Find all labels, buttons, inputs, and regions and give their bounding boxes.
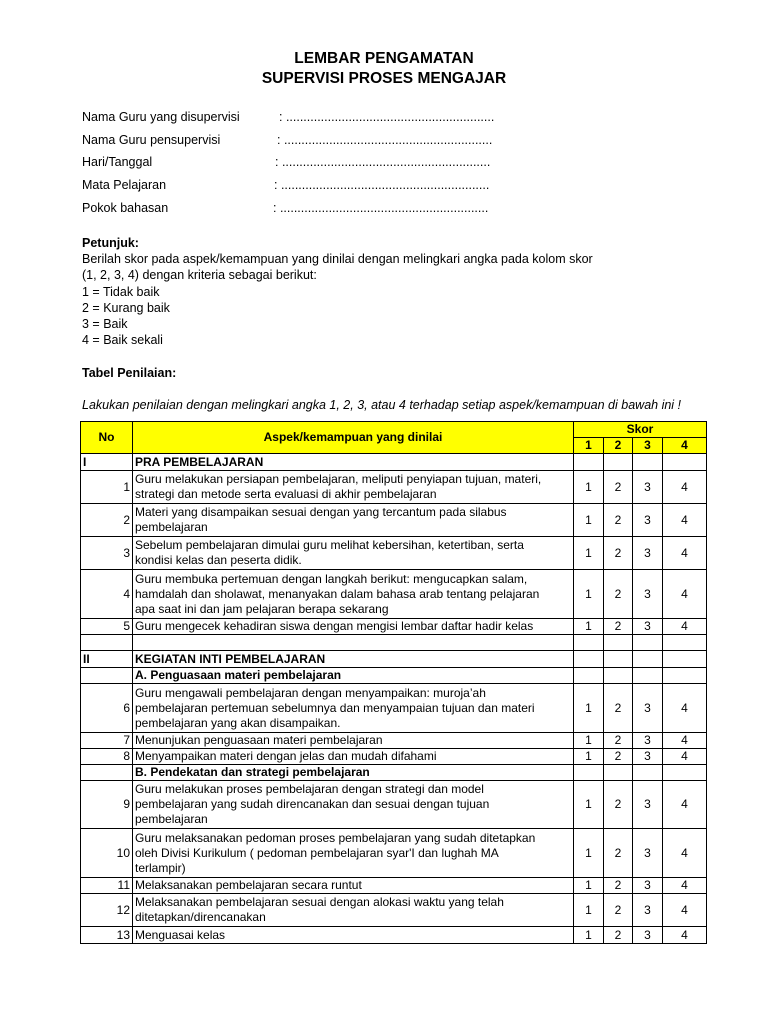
score-cell-empty <box>574 668 604 684</box>
score-option-4[interactable]: 4 <box>663 471 707 504</box>
score-option-2[interactable]: 2 <box>604 570 633 619</box>
row-number: 10 <box>81 829 133 878</box>
header-aspect: Aspek/kemampuan yang dinilai <box>133 422 574 454</box>
assessment-table <box>80 421 707 944</box>
score-cell-empty <box>574 765 604 781</box>
score-option-1[interactable]: 1 <box>574 471 604 504</box>
form-subtitle: SUPERVISI PROSES MENGAJAR <box>261 70 507 87</box>
aspect-text <box>133 927 574 944</box>
aspect-line: hamdalah dan sholawat, menanyakan dalam bahasa arab tentang pelajaran <box>135 586 540 601</box>
table-row <box>81 619 707 635</box>
table-row <box>81 537 707 570</box>
score-option-4[interactable]: 4 <box>663 927 707 944</box>
aspect-line: Guru mengawali pembelajaran dengan menyampaikan: muroja’ah <box>135 685 486 700</box>
score-option-2[interactable]: 2 <box>604 537 633 570</box>
score-option-1[interactable]: 1 <box>574 570 604 619</box>
score-cell-empty <box>633 651 663 668</box>
score-option-3[interactable]: 3 <box>633 619 663 635</box>
table-row <box>81 878 707 894</box>
score-cell-empty <box>663 668 707 684</box>
row-number: 3 <box>81 537 133 570</box>
table-row <box>81 781 707 829</box>
row-number: 9 <box>81 781 133 829</box>
table-row <box>81 504 707 537</box>
blank-row <box>81 635 707 651</box>
header-score: Skor <box>574 422 707 438</box>
table-note: Lakukan penilaian dengan melingkari angka 1, 2, 3, atau 4 terhadap setiap aspek/kemampuan di bawah ini ! <box>82 398 682 412</box>
header-score-4: 4 <box>663 438 707 454</box>
table-row <box>81 471 707 504</box>
aspect-line: Melaksanakan pembelajaran sesuai dengan alokasi waktu yang telah <box>135 895 504 909</box>
aspect-line: Guru melaksanakan pedoman proses pembelajaran yang sudah ditetapkan <box>135 830 536 845</box>
aspect-text <box>133 570 574 619</box>
score-option-3[interactable]: 3 <box>633 927 663 944</box>
section-row <box>81 454 707 471</box>
score-option-3[interactable]: 3 <box>633 504 663 537</box>
aspect-text <box>133 733 574 749</box>
score-option-3[interactable]: 3 <box>633 894 663 927</box>
score-option-2[interactable]: 2 <box>604 749 633 765</box>
score-option-1[interactable]: 1 <box>574 504 604 537</box>
field-label: Hari/Tanggal <box>82 155 153 169</box>
field-label: Pokok bahasan <box>82 201 169 215</box>
section-title: KEGIATAN INTI PEMBELAJARAN <box>133 651 574 668</box>
aspect-text <box>133 829 574 878</box>
row-number: 6 <box>81 684 133 733</box>
score-cell-empty <box>604 668 633 684</box>
row-number: 4 <box>81 570 133 619</box>
score-option-1[interactable]: 1 <box>574 781 604 829</box>
field-blank[interactable]: : ............................................................ <box>277 133 493 147</box>
header-score-3: 3 <box>633 438 663 454</box>
score-option-1[interactable]: 1 <box>574 684 604 733</box>
section-number: II <box>81 651 133 668</box>
aspect-line: apa saat ini dan jam pelajaran berapa sekarang <box>135 601 389 616</box>
score-option-4[interactable]: 4 <box>663 781 707 829</box>
aspect-text <box>133 684 574 733</box>
aspect-line: pembelajaran yang sudah direncanakan dan sesuai dengan tujuan <box>135 797 490 811</box>
row-number: 13 <box>81 927 133 944</box>
table-row <box>81 733 707 749</box>
score-cell-empty <box>574 635 604 651</box>
row-number-empty <box>81 635 133 651</box>
criteria-item: 1 = Tidak baik <box>82 285 160 299</box>
instructions-line: Berilah skor pada aspek/kemampuan yang dinilai dengan melingkari angka pada kolom skor <box>82 252 593 266</box>
aspect-line: kondisi kelas dan peserta didik. <box>135 553 302 567</box>
score-option-4[interactable]: 4 <box>663 537 707 570</box>
score-option-4[interactable]: 4 <box>663 894 707 927</box>
section-number: I <box>81 454 133 471</box>
table-row <box>81 894 707 927</box>
row-number: 8 <box>81 749 133 765</box>
criteria-item: 3 = Baik <box>82 317 128 331</box>
subsection-row <box>81 765 707 781</box>
score-option-1[interactable]: 1 <box>574 927 604 944</box>
row-number-empty <box>81 668 133 684</box>
table-row <box>81 570 707 619</box>
aspect-line: strategi dan metode serta evaluasi di akhir pembelajaran <box>135 487 437 501</box>
score-cell-empty <box>604 635 633 651</box>
score-cell-empty <box>604 454 633 471</box>
row-number: 2 <box>81 504 133 537</box>
field-label: Nama Guru yang disupervisi <box>82 110 240 124</box>
row-number-empty <box>81 765 133 781</box>
score-option-4[interactable]: 4 <box>663 829 707 878</box>
score-option-2[interactable]: 2 <box>604 733 633 749</box>
aspect-line: Menyampaikan materi dengan jelas dan mudah difahami <box>135 749 437 763</box>
score-option-1[interactable]: 1 <box>574 878 604 894</box>
score-option-2[interactable]: 2 <box>604 619 633 635</box>
row-number: 12 <box>81 894 133 927</box>
aspect-line: terlampir) <box>135 860 186 875</box>
row-number: 11 <box>81 878 133 894</box>
score-option-3[interactable]: 3 <box>633 471 663 504</box>
score-option-3[interactable]: 3 <box>633 733 663 749</box>
score-option-2[interactable]: 2 <box>604 471 633 504</box>
score-option-1[interactable]: 1 <box>574 749 604 765</box>
aspect-text <box>133 619 574 635</box>
score-option-3[interactable]: 3 <box>633 684 663 733</box>
score-option-4[interactable]: 4 <box>663 570 707 619</box>
form-title: LEMBAR PENGAMATAN <box>294 50 474 67</box>
score-option-4[interactable]: 4 <box>663 749 707 765</box>
aspect-line: Menunjukan penguasaan materi pembelajaran <box>135 733 383 747</box>
score-option-3[interactable]: 3 <box>633 570 663 619</box>
aspect-line: Menguasai kelas <box>135 927 226 942</box>
aspect-line: pembelajaran yang akan disampaikan. <box>135 715 341 730</box>
aspect-line: pembelajaran <box>135 520 208 534</box>
score-option-1[interactable]: 1 <box>574 619 604 635</box>
aspect-text <box>133 537 574 570</box>
score-option-2[interactable]: 2 <box>604 927 633 944</box>
score-option-3[interactable]: 3 <box>633 537 663 570</box>
aspect-empty <box>133 635 574 651</box>
row-number: 1 <box>81 471 133 504</box>
criteria-item: 4 = Baik sekali <box>82 333 163 347</box>
table-row <box>81 829 707 878</box>
score-option-2[interactable]: 2 <box>604 684 633 733</box>
table-row <box>81 684 707 733</box>
header-score-1: 1 <box>574 438 604 454</box>
score-cell-empty <box>663 454 707 471</box>
table-header-row <box>81 422 707 438</box>
row-number: 7 <box>81 733 133 749</box>
score-option-4[interactable]: 4 <box>663 504 707 537</box>
score-option-3[interactable]: 3 <box>633 829 663 878</box>
aspect-text <box>133 749 574 765</box>
score-cell-empty <box>574 651 604 668</box>
score-option-2[interactable]: 2 <box>604 878 633 894</box>
table-row <box>81 927 707 944</box>
field-blank[interactable]: : ............................................................ <box>279 110 495 124</box>
aspect-line: Sebelum pembelajaran dimulai guru melihat kebersihan, ketertiban, serta <box>135 538 524 552</box>
score-option-3[interactable]: 3 <box>633 749 663 765</box>
assessment-table-body <box>81 422 707 944</box>
field-blank[interactable]: : ............................................................ <box>273 201 489 215</box>
score-cell-empty <box>633 454 663 471</box>
table-row <box>81 749 707 765</box>
aspect-line: oleh Divisi Kurikulum ( pedoman pembelajaran syar'I dan lughah MA <box>135 845 499 860</box>
aspect-text <box>133 878 574 894</box>
aspect-text <box>133 781 574 829</box>
section-title: PRA PEMBELAJARAN <box>133 454 574 471</box>
score-cell-empty <box>663 765 707 781</box>
score-cell-empty <box>663 651 707 668</box>
score-option-2[interactable]: 2 <box>604 829 633 878</box>
aspect-text <box>133 471 574 504</box>
subsection-title: B. Pendekatan dan strategi pembelajaran <box>133 765 574 781</box>
score-option-3[interactable]: 3 <box>633 781 663 829</box>
score-option-2[interactable]: 2 <box>604 894 633 927</box>
score-cell-empty <box>604 765 633 781</box>
aspect-line: Guru membuka pertemuan dengan langkah berikut: mengucapkan salam, <box>135 571 528 586</box>
aspect-line: Guru melakukan proses pembelajaran dengan strategi dan model <box>135 782 484 796</box>
aspect-text <box>133 504 574 537</box>
score-option-3[interactable]: 3 <box>633 878 663 894</box>
instructions-line: (1, 2, 3, 4) dengan kriteria sebagai berikut: <box>82 268 317 282</box>
subsection-row <box>81 668 707 684</box>
score-cell-empty <box>633 635 663 651</box>
score-cell-empty <box>633 668 663 684</box>
criteria-item: 2 = Kurang baik <box>82 301 170 315</box>
aspect-line: Guru mengecek kehadiran siswa dengan mengisi lembar daftar hadir kelas <box>135 619 534 633</box>
score-option-1[interactable]: 1 <box>574 894 604 927</box>
row-number: 5 <box>81 619 133 635</box>
aspect-text <box>133 894 574 927</box>
score-option-2[interactable]: 2 <box>604 781 633 829</box>
score-option-4[interactable]: 4 <box>663 733 707 749</box>
header-no: No <box>81 422 133 454</box>
aspect-line: pembelajaran pertemuan sebelumnya dan menyampaian tujuan dan materi <box>135 700 535 715</box>
table-heading: Tabel Penilaian: <box>82 366 177 380</box>
field-label: Nama Guru pensupervisi <box>82 133 221 147</box>
aspect-line: ditetapkan/direncanakan <box>135 910 266 924</box>
field-label: Mata Pelajaran <box>82 178 167 192</box>
aspect-line: pembelajaran <box>135 812 208 826</box>
header-score-2: 2 <box>604 438 633 454</box>
score-cell-empty <box>574 454 604 471</box>
field-blank[interactable]: : ............................................................ <box>275 155 491 169</box>
score-option-2[interactable]: 2 <box>604 504 633 537</box>
score-option-4[interactable]: 4 <box>663 878 707 894</box>
aspect-line: Guru melakukan persiapan pembelajaran, meliputi penyiapan tujuan, materi, <box>135 472 542 486</box>
score-option-1[interactable]: 1 <box>574 733 604 749</box>
instructions-heading: Petunjuk: <box>82 236 139 250</box>
score-option-1[interactable]: 1 <box>574 537 604 570</box>
score-option-1[interactable]: 1 <box>574 829 604 878</box>
score-cell-empty <box>604 651 633 668</box>
field-blank[interactable]: : ............................................................ <box>274 178 490 192</box>
subsection-title: A. Penguasaan materi pembelajaran <box>133 668 574 684</box>
score-option-4[interactable]: 4 <box>663 619 707 635</box>
aspect-line: Materi yang disampaikan sesuai dengan yang tercantum pada silabus <box>135 505 507 519</box>
aspect-line: Melaksanakan pembelajaran secara runtut <box>135 878 362 892</box>
score-cell-empty <box>663 635 707 651</box>
score-cell-empty <box>633 765 663 781</box>
section-row <box>81 651 707 668</box>
score-option-4[interactable]: 4 <box>663 684 707 733</box>
